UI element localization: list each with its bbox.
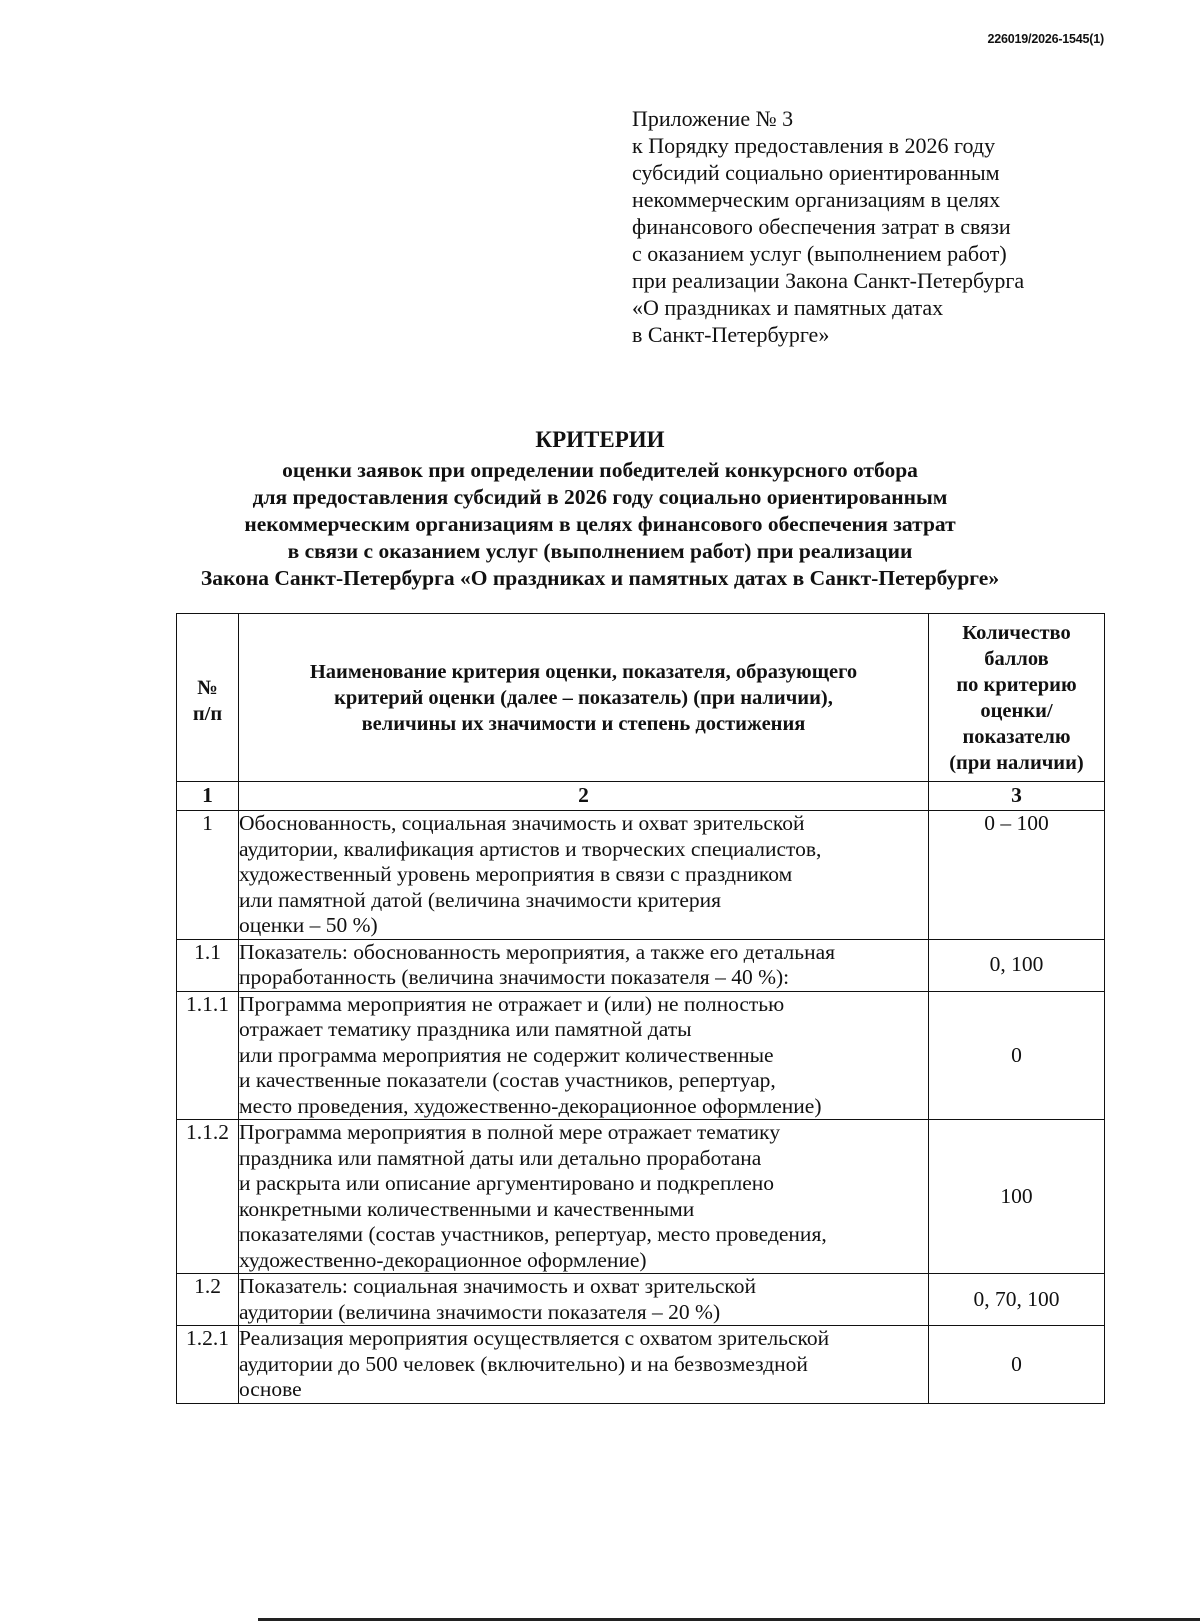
row-number: 1.2.1 — [177, 1326, 239, 1404]
column-number: 1 — [177, 782, 239, 811]
title-line: для предоставления субсидий в 2026 году социально ориентированным — [252, 485, 948, 509]
column-number: 2 — [239, 782, 929, 811]
criterion-line: аудитории (величина значимости показателя – 20 %) — [239, 1299, 721, 1324]
criterion-line: место проведения, художественно-декорационное оформление) — [239, 1093, 822, 1118]
criterion-line: Реализация мероприятия осуществляется с охватом зрительской — [239, 1326, 830, 1350]
header-line: Количество — [962, 621, 1071, 644]
criterion-line: основе — [239, 1377, 302, 1401]
row-number: 1.1 — [177, 939, 239, 991]
criterion-line: отражает тематику праздника или памятной даты — [239, 1017, 692, 1041]
column-number-row — [177, 782, 1105, 811]
appendix-line: некоммерческим организациям в целях — [632, 187, 1001, 212]
row-criterion — [239, 1326, 929, 1404]
row-score: 0, 100 — [929, 939, 1105, 991]
appendix-line: к Порядку предоставления в 2026 году — [632, 133, 996, 158]
criterion-line: или памятной датой (величина значимости критерия — [239, 887, 722, 912]
scan-edge-line — [258, 1618, 1200, 1621]
header-score — [929, 614, 1105, 782]
row-criterion — [239, 939, 929, 991]
criterion-line: праздника или памятной даты или детально проработана — [239, 1145, 762, 1170]
header-line: № — [197, 676, 218, 699]
criterion-line: Показатель: социальная значимость и охват зрительской — [239, 1274, 756, 1298]
header-line: по критерию — [956, 673, 1077, 696]
criterion-line: Программа мероприятия в полной мере отражает тематику — [239, 1120, 781, 1144]
title-main: КРИТЕРИИ — [535, 427, 665, 452]
appendix-line: в Санкт-Петербурге» — [632, 322, 830, 347]
appendix-line: Приложение № 3 — [632, 106, 794, 131]
header-line: критерий оценки (далее – показатель) (при наличии), — [334, 686, 833, 709]
header-line: (при наличии) — [949, 751, 1084, 774]
criterion-line: художественно-декорационное оформление) — [239, 1247, 647, 1272]
column-number: 3 — [929, 782, 1105, 811]
row-score: 100 — [929, 1120, 1105, 1274]
row-number: 1.1.1 — [177, 991, 239, 1120]
row-score: 0, 70, 100 — [929, 1274, 1105, 1326]
document-title — [0, 425, 1200, 592]
appendix-line: субсидий социально ориентированным — [632, 160, 1000, 185]
criterion-line: Обоснованность, социальная значимость и охват зрительской — [239, 811, 805, 835]
appendix-line: при реализации Закона Санкт-Петербурга — [632, 268, 1025, 293]
header-line: оценки/ — [980, 699, 1053, 722]
criterion-line: и качественные показатели (состав участников, репертуар, — [239, 1068, 776, 1092]
row-criterion — [239, 991, 929, 1120]
row-criterion — [239, 811, 929, 940]
table-row — [177, 1120, 1105, 1274]
row-number: 1 — [177, 811, 239, 940]
row-number: 1.1.2 — [177, 1120, 239, 1274]
table-row — [177, 991, 1105, 1120]
title-line: Закона Санкт-Петербурга «О праздниках и памятных датах в Санкт-Петербурге» — [200, 566, 1000, 590]
criterion-line: Показатель: обоснованность мероприятия, а также его детальная — [239, 939, 836, 964]
criterion-line: аудитории, квалификация артистов и творческих специалистов, — [239, 836, 822, 861]
row-score: 0 — [929, 1326, 1105, 1404]
table-row — [177, 939, 1105, 991]
criterion-line: конкретными количественными и качественными — [239, 1196, 695, 1221]
table-row — [177, 1326, 1105, 1404]
appendix-line: с оказанием услуг (выполнением работ) — [632, 241, 1007, 266]
header-line: величины их значимости и степень достижения — [361, 712, 806, 735]
criterion-line: аудитории до 500 человек (включительно) и на безвозмездной — [239, 1351, 808, 1376]
appendix-line: «О праздниках и памятных датах — [632, 295, 944, 320]
table-row — [177, 1274, 1105, 1326]
criterion-line: художественный уровень мероприятия в связи с праздником — [239, 862, 793, 886]
criterion-line: и раскрыта или описание аргументировано и подкреплено — [239, 1171, 774, 1195]
row-criterion — [239, 1274, 929, 1326]
criterion-line: проработанность (величина значимости показателя – 40 %): — [239, 965, 790, 989]
row-score: 0 – 100 — [929, 811, 1105, 940]
table-header-row — [177, 614, 1105, 782]
row-number: 1.2 — [177, 1274, 239, 1326]
row-score: 0 — [929, 991, 1105, 1120]
title-line: некоммерческим организациям в целях финансового обеспечения затрат — [244, 512, 956, 536]
appendix-line: финансового обеспечения затрат в связи — [632, 214, 1011, 239]
criterion-line: Программа мероприятия не отражает и (или) не полностью — [239, 991, 785, 1016]
document-registration-number: 226019/2026-1545(1) — [987, 32, 1104, 46]
criterion-line: показателями (состав участников, репертуар, место проведения, — [239, 1222, 827, 1246]
title-line: оценки заявок при определении победителей конкурсного отбора — [282, 458, 918, 482]
criteria-table — [176, 613, 1105, 1404]
header-line: баллов — [984, 647, 1049, 670]
header-line: показателю — [962, 725, 1071, 748]
header-line: Наименование критерия оценки, показателя, образующего — [309, 660, 858, 683]
criterion-line: оценки – 50 %) — [239, 913, 378, 937]
appendix-header — [632, 105, 1152, 348]
header-number — [177, 614, 239, 782]
table-row — [177, 811, 1105, 940]
title-line: в связи с оказанием услуг (выполнением работ) при реализации — [287, 539, 913, 563]
header-line: п/п — [192, 702, 223, 725]
header-criterion — [239, 614, 929, 782]
criterion-line: или программа мероприятия не содержит количественные — [239, 1042, 774, 1067]
row-criterion — [239, 1120, 929, 1274]
